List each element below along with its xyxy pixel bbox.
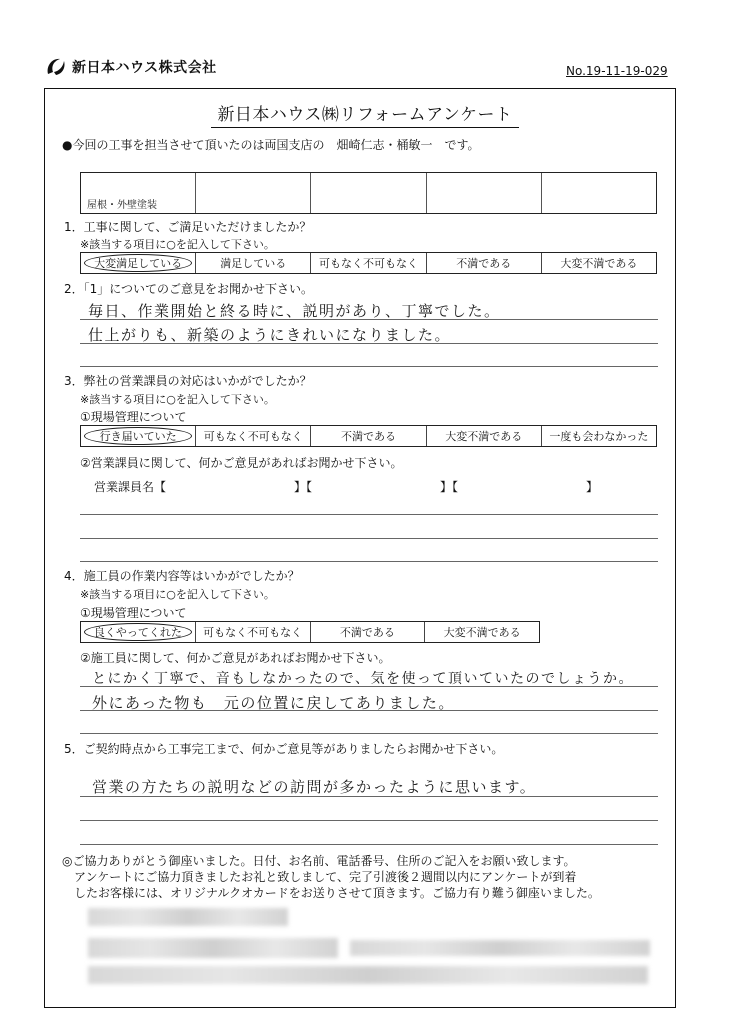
answer-rule xyxy=(80,319,658,320)
q4-option[interactable]: 可もなく不可もなく xyxy=(196,622,311,642)
q4-note: ※該当する項目に○を記入して下さい。 xyxy=(80,588,275,601)
q4-option[interactable]: 不満である xyxy=(311,622,426,642)
q4-subheading-2: ②施工員に関して、何かご意見があればお聞かせ下さい。 xyxy=(80,651,391,665)
answer-rule xyxy=(80,733,658,734)
q1-option[interactable]: 不満である xyxy=(427,253,542,273)
work-type-cell xyxy=(542,173,656,213)
q3-option[interactable]: 不満である xyxy=(311,426,426,446)
q4-subheading: ①現場管理について xyxy=(80,606,187,620)
q3-option-selected[interactable]: 行き届いていた xyxy=(81,426,196,446)
q3-question: 3．弊社の営業課員の対応はいかがでしたか？ xyxy=(64,374,312,388)
answer-rule xyxy=(80,561,658,562)
sales-name-label: 営業課員名【 xyxy=(94,480,167,494)
q4-answer-line: とにかく丁寧で、音もしなかったので、気を使って頂いていたのでしょうか。 xyxy=(92,671,634,687)
q2-answer-line: 毎日、作業開始と終る時に、説明があり、丁寧でした。 xyxy=(88,302,501,320)
q4-answer-line: 外にあった物も 元の位置に戻してありました。 xyxy=(92,694,455,712)
q3-option[interactable]: 可もなく不可もなく xyxy=(196,426,311,446)
sales-name-row xyxy=(80,478,660,495)
work-type-cell xyxy=(81,173,196,213)
work-type-table xyxy=(80,172,657,214)
q1-option[interactable]: 可もなく不可もなく xyxy=(311,253,426,273)
q4-option-selected[interactable]: 良くやってくれた xyxy=(81,622,196,642)
q4-question: 4．施工員の作業内容等はいかがでしたか？ xyxy=(64,569,300,583)
answer-rule xyxy=(80,796,658,797)
answer-rule xyxy=(80,820,658,821)
redacted-name xyxy=(88,938,338,958)
redacted-phone xyxy=(350,940,650,956)
q3-note: ※該当する項目に○を記入して下さい。 xyxy=(80,393,275,406)
q4-options xyxy=(80,621,540,643)
answer-rule xyxy=(80,514,658,515)
company-logo xyxy=(44,56,217,78)
q1-note: ※該当する項目に○を記入して下さい。 xyxy=(80,238,275,251)
q5-question: 5．ご契約時点から工事完工まで、何かご意見等がありましたらお聞かせ下さい。 xyxy=(64,742,504,756)
work-type-cell xyxy=(196,173,311,213)
sales-name-bracket: 】【 xyxy=(440,480,459,494)
answer-rule xyxy=(80,710,658,711)
work-type-cell xyxy=(311,173,426,213)
q3-options xyxy=(80,425,657,447)
footer-note: したお客様には、オリジナルクオカードをお送りさせて頂きます。ご協力有り難う御座いました。 xyxy=(74,886,600,900)
q1-option[interactable]: 満足している xyxy=(196,253,311,273)
document-number: No.19-11-19-029 xyxy=(566,64,668,78)
q3-subheading-2: ②営業課員に関して、何かご意見があればお聞かせ下さい。 xyxy=(80,456,403,470)
q3-option[interactable]: 大変不満である xyxy=(427,426,542,446)
q5-answer-line: 営業の方たちの説明などの訪問が多かったように思います。 xyxy=(92,778,537,796)
q1-option-selected[interactable]: 大変満足している xyxy=(81,253,196,273)
q1-question: 1．工事に関して、ご満足いただけましたか？ xyxy=(64,220,312,234)
answer-rule xyxy=(80,686,658,687)
q2-question: 2．「1」についてのご意見をお聞かせ下さい。 xyxy=(64,282,314,296)
sales-name-bracket: 】【 xyxy=(294,480,313,494)
answer-rule xyxy=(80,538,658,539)
answer-rule xyxy=(80,343,658,344)
footer-thanks: ◎ご協力ありがとう御座いました。日付、お名前、電話番号、住所のご記入をお願い致します。 xyxy=(62,854,576,868)
survey-title: 新日本ハウス㈱リフォームアンケート xyxy=(180,100,550,125)
company-name: 新日本ハウス株式会社 xyxy=(72,60,217,76)
footer-note: アンケートにご協力頂きましたお礼と致しまして、完了引渡後２週間以内にアンケートが到着 xyxy=(74,870,577,884)
q1-option[interactable]: 大変不満である xyxy=(560,257,638,270)
q3-option[interactable]: 一度も会わなかった xyxy=(549,430,649,443)
sales-name-bracket: 】 xyxy=(586,480,599,494)
q1-options xyxy=(80,252,657,274)
redacted-date xyxy=(88,908,288,926)
answer-rule xyxy=(80,366,658,367)
answer-rule xyxy=(80,844,658,845)
company-logo-icon xyxy=(44,56,68,78)
work-type-cell xyxy=(427,173,542,213)
q3-subheading: ①現場管理について xyxy=(80,410,187,424)
q2-answer-line: 仕上がりも、新築のようにきれいになりました。 xyxy=(88,326,452,344)
intro-text: ●今回の工事を担当させて頂いたのは両国支店の 畑崎仁志・桶敏一 です。 xyxy=(62,138,480,152)
redacted-address xyxy=(88,966,648,984)
work-type-label: 屋根・外壁塗装 xyxy=(87,200,157,211)
q4-option[interactable]: 大変不満である xyxy=(443,626,521,639)
